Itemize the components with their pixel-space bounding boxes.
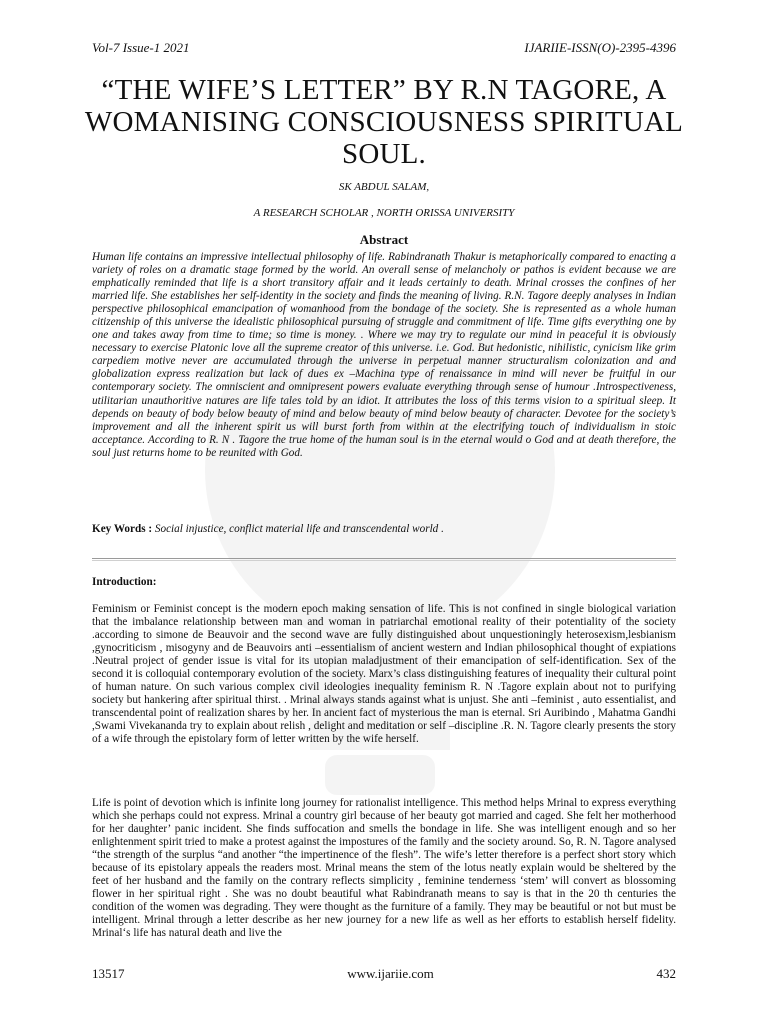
abstract-text: Human life contains an impressive intellectual philosophy of life. Rabindranath Thakur is metaphorically compared to enacting a variety of roles on a dramatic stage formed by the world. An overall sense of melancholy or pathos is evident because we are emphatically reminded that life is a short transitory affair and it leads certainly to death. Mrinal crosses the confines of her married life. She establishes her self-identity in the society and finds the meaning of living. R.N. Tagore deeply analyses in Indian perspective philosophical emancipation of womanhood from the bondage of the society. She is represented as a whole human citizenship of this universe the idealistic philosophical pursuing of struggle and commitment of life. Time gifts everything one by one and takes away from time to time; so time is money. . Where we may try to regulate our mind in peaceful it is obviously necessary to exercise Platonic love all the supreme creator of this universe. i.e. God. But hedonistic, nihilistic, cynicism like grim carpediem motive never are accumulated through the universe in perpetual manner structuralism colonization and and globalization express realization but lack of dues ex –Machina type of renaissance in mind will never be fruitful in our contemporary society. The omniscient and omnipresent powers evaluate everything through sense of humour .Introspectiveness, utilitarian unauthoritive natures are life tales told by an idiot. It attributes the loss of this terms vision to a spiritual sleep. It depends on beauty of body below beauty of mind and below beauty of mind below beauty of character. Devotee for the society’s improvement and all the inherent spirit us will burst forth from within at the electrifying touch of individualism in stoic acceptance. According to R. N . Tagore the true home of the human soul is in the eternal would o God and at death therefore, the soul just returns home to be reunited with God. bbox=[92, 251, 676, 459]
running-header bbox=[92, 40, 676, 56]
author-name: SK ABDUL SALAM, bbox=[338, 181, 430, 193]
introduction-heading: Introduction: bbox=[92, 576, 157, 588]
keywords-label: Key Words : bbox=[92, 523, 153, 535]
introduction-paragraph-2: Life is point of devotion which is infinite long journey for rationalist intelligence. This method helps Mrinal to express everything which she perhaps could not express. Mrinal a country girl because of her beauty got married and caged. She felt her motherhood for her daughter’ panic incident. She finds suffocation and smells the bondage in life. She was intelligent enough and so her enlightenment spirit tried to make a protest against the impostures of the family and the society around. So, R. N. Tagore analysed “the strength of the surplus “and another “the impertinence of the flesh”. The wife’s letter therefore is a perfect short story which because of its epistolary appeals the readers most. Mrinal means the stem of the lotus neatly explain would be sheltered by the feet of her husband and the family on the contrary reflects simplicity , feminine tenderness ‘stem’ will convert as blossoming flower in her spiritual right . She was no doubt beautiful what Rabindranath means to say is that in the 20 th centuries the condition of the women was degrading. They were thought as the furniture of a family. They may be beautiful or not but must be intelligent. Mrinal through a letter describe as her new journey for a new life as well as her efforts to establish herself fidelity. Mrinal‘s life has natural death and live the bbox=[92, 797, 676, 940]
abstract-heading: Abstract bbox=[359, 232, 409, 247]
volume-issue: Vol-7 Issue-1 2021 bbox=[92, 40, 190, 55]
keywords bbox=[92, 523, 676, 535]
page-number: 432 bbox=[656, 966, 676, 981]
paper-id: 13517 bbox=[92, 966, 125, 981]
journal-issn: IJARIIE-ISSN(O)-2395-4396 bbox=[524, 40, 676, 55]
section-divider bbox=[92, 558, 676, 561]
website-link[interactable]: www.ijariie.com bbox=[347, 966, 434, 981]
keywords-text: Social injustice, conflict material life and transcendental world . bbox=[152, 523, 444, 535]
introduction-paragraph-1: Feminism or Feminist concept is the modern epoch making sensation of life. This is not confined in single biological variation that the imbalance relationship between man and woman in patriarchal emotional reality of their potentiality of the society .according to simone de Beauvoir and the second wave are fully distinguished about unquestioningly heterosexism,lesbianism ,gynocriticism , misogyny and de Beauvoirs anti –essentialism of ancient western and Indian philosophical thought of expiations .Neutral project of gender issue is vital for its utopian maladjustment of their emancipation of self-identification. Sex of the second it is colloquial contemporary evolution of the society. Marx’s class distinguishing features of inequality their cultural point of human nature. On such various complex civil ideologies inequality feminism R. N .Tagore explain about not to purifying society but hankering after spiritual thirst. . Mrinal always stands against what is unjust. She anti –feminist , auto essentialist, and transcendental point of realization shares by her. In ancient fact of mysterious the man is eternal. Sri Auribindo , Mahatma Gandhi ,Swami Vivekananda try to explain about relish , delight and meditation or self –discipline .R. N. Tagore clearly presents the story of a wife through the epistolary form of letter written by the wife herself. bbox=[92, 603, 676, 746]
author-affiliation: A RESEARCH SCHOLAR , NORTH ORISSA UNIVERSITY bbox=[253, 207, 515, 219]
page-footer bbox=[92, 966, 676, 982]
paper-title: “THE WIFE’S LETTER” BY R.N TAGORE, A WOMANISING CONSCIOUSNESS SPIRITUAL SOUL. bbox=[84, 74, 684, 170]
